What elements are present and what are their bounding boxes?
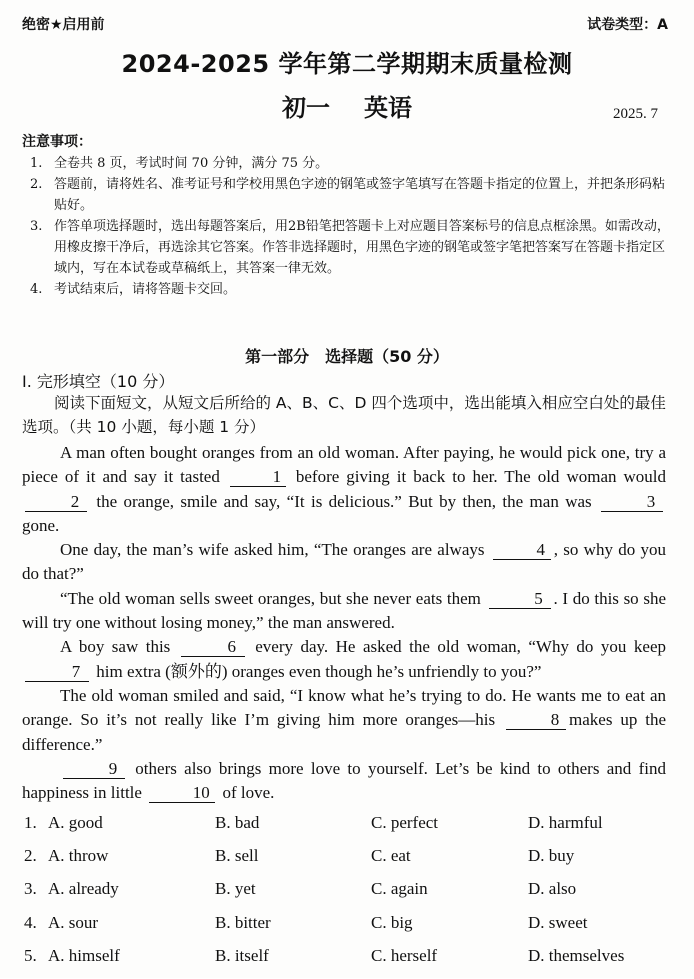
option-row	[24, 946, 674, 979]
passage-paragraph	[22, 538, 666, 587]
passage-text: “The old woman sells sweet oranges, but she never eats them	[60, 588, 486, 608]
option-c: C. perfect	[371, 813, 439, 832]
notice-item-text: 全卷共 8 页，考试时间 70 分钟，满分 75 分。	[54, 156, 329, 171]
option-b: B. sell	[215, 846, 259, 866]
passage-text: makes up the difference.”	[22, 710, 666, 754]
option-a: A. throw	[48, 846, 109, 866]
passage-text: One day, the man’s wife asked him, “The oranges are always	[60, 540, 490, 560]
blank-4: 4	[493, 541, 551, 560]
option-row	[24, 813, 674, 846]
option-c: C. again	[371, 879, 428, 899]
blank-2: 2	[25, 493, 87, 512]
blank-6: 6	[181, 638, 245, 657]
option-row	[24, 846, 674, 879]
option-d: D. themselves	[528, 945, 625, 965]
notice-item-text: 答题前，请将姓名、准考证号和学校用黑色字迹的钢笔或签字笔填写在答题卡指定的位置上，并把条形码粘贴好。	[54, 177, 666, 213]
option-row	[24, 913, 674, 946]
question-number: 2.	[24, 846, 37, 866]
blank-3: 3	[601, 493, 663, 512]
passage-paragraph	[22, 635, 666, 684]
notice-item	[22, 279, 672, 300]
passage-text: others also brings more love to yourself. Let’s be kind to others and find happiness in little	[22, 758, 666, 803]
passage-text: . I do this so she will try one without losing money,” the man answered.	[22, 588, 666, 633]
part-heading: Ⅰ. 完形填空（10 分）	[22, 372, 175, 391]
confidential-label: 绝密★启用前	[22, 17, 105, 33]
option-c: C. big	[371, 912, 413, 932]
notice-title: 注意事项：	[22, 134, 92, 150]
option-a: A. sour	[48, 912, 99, 932]
question-number: 5.	[24, 945, 37, 965]
notice-item	[22, 174, 672, 216]
paper-type-label: 试卷类型：A	[587, 17, 668, 33]
notice-section	[22, 132, 672, 300]
option-d: D. sweet	[528, 912, 588, 932]
option-b: B. yet	[215, 879, 256, 899]
option-d: D. buy	[528, 846, 575, 866]
passage-paragraph	[22, 684, 666, 757]
notice-item	[22, 153, 672, 174]
blank-8: 8	[506, 711, 566, 730]
notice-item-number: 3.	[30, 219, 43, 234]
blank-5: 5	[489, 590, 551, 609]
blank-9: 9	[63, 760, 125, 779]
option-b: B. bitter	[215, 912, 271, 932]
grade-label: 初一	[282, 94, 330, 122]
option-a: A. already	[48, 879, 119, 899]
question-number: 3.	[24, 879, 37, 899]
option-a: A. good	[48, 813, 103, 832]
notice-item-text: 考试结束后，请将答题卡交回。	[54, 282, 237, 297]
passage-text: before giving it back to her. The old woman would	[288, 467, 666, 487]
exam-date: 2025. 7	[613, 106, 658, 122]
section-title: 第一部分 选择题（50 分）	[245, 347, 449, 366]
passage-paragraph	[22, 441, 666, 538]
option-b: B. bad	[215, 813, 260, 832]
option-d: D. also	[528, 879, 577, 899]
notice-item	[22, 216, 672, 279]
passage-text: , so why do you do that?”	[22, 540, 666, 584]
option-a: A. himself	[48, 945, 120, 965]
instruction-text: 阅读下面短文，从短文后所给的 A、B、C、D 四个选项中，选出能填入相应空白处的最佳选项。（共 10 小题，每小题 1 分）	[22, 394, 666, 436]
passage-text: A boy saw this	[60, 637, 178, 657]
passage-text: of love.	[218, 783, 275, 803]
blank-10: 10	[149, 784, 215, 803]
question-number: 4.	[24, 912, 37, 932]
notice-item-number: 2.	[30, 177, 43, 192]
passage-paragraph	[22, 757, 666, 806]
passage-text: The old woman smiled and said, “I know what he’s trying to do. He wants me to eat an orange. So it’s not really like I’m giving him more oranges—his	[22, 685, 666, 730]
notice-item-text: 作答单项选择题时，选出每题答案后，用2B铅笔把答题卡上对应题目答案标号的信息点框涂黑。如需改动，用橡皮擦干净后，再选涂其它答案。作答非选择题时，用黑色字迹的钢笔或签字笔把答案写在答题卡指定区域内，写在本试卷或草稿纸上，其答案一律无效。	[54, 219, 670, 276]
option-row	[24, 879, 674, 912]
answer-options	[24, 813, 674, 979]
exam-subtitle	[0, 88, 694, 123]
notice-item-number: 4.	[30, 282, 43, 297]
cloze-passage	[22, 441, 666, 805]
blank-7: 7	[25, 663, 89, 682]
passage-text: him extra (额外的) oranges even though he’s unfriendly to you?”	[92, 661, 542, 681]
option-b: B. itself	[215, 945, 269, 965]
passage-paragraph	[22, 587, 666, 636]
option-c: C. eat	[371, 846, 411, 866]
blank-1: 1	[230, 468, 286, 487]
option-d: D. harmful	[528, 813, 603, 832]
question-number: 1.	[24, 813, 37, 832]
subject-label: 英语	[364, 94, 412, 122]
passage-text: A man often bought oranges from an old woman. After paying, he would pick one, try a piece of it and say it tasted	[22, 443, 666, 487]
exam-title: 2024-2025 学年第二学期期末质量检测	[121, 50, 573, 78]
option-c: C. herself	[371, 945, 438, 965]
passage-text: gone.	[22, 515, 60, 535]
passage-text: the orange, smile and say, “It is delicious.” But by then, the man was	[90, 491, 598, 511]
notice-item-number: 1.	[30, 156, 43, 171]
passage-text: every day. He asked the old woman, “Why do you keep	[247, 637, 666, 657]
